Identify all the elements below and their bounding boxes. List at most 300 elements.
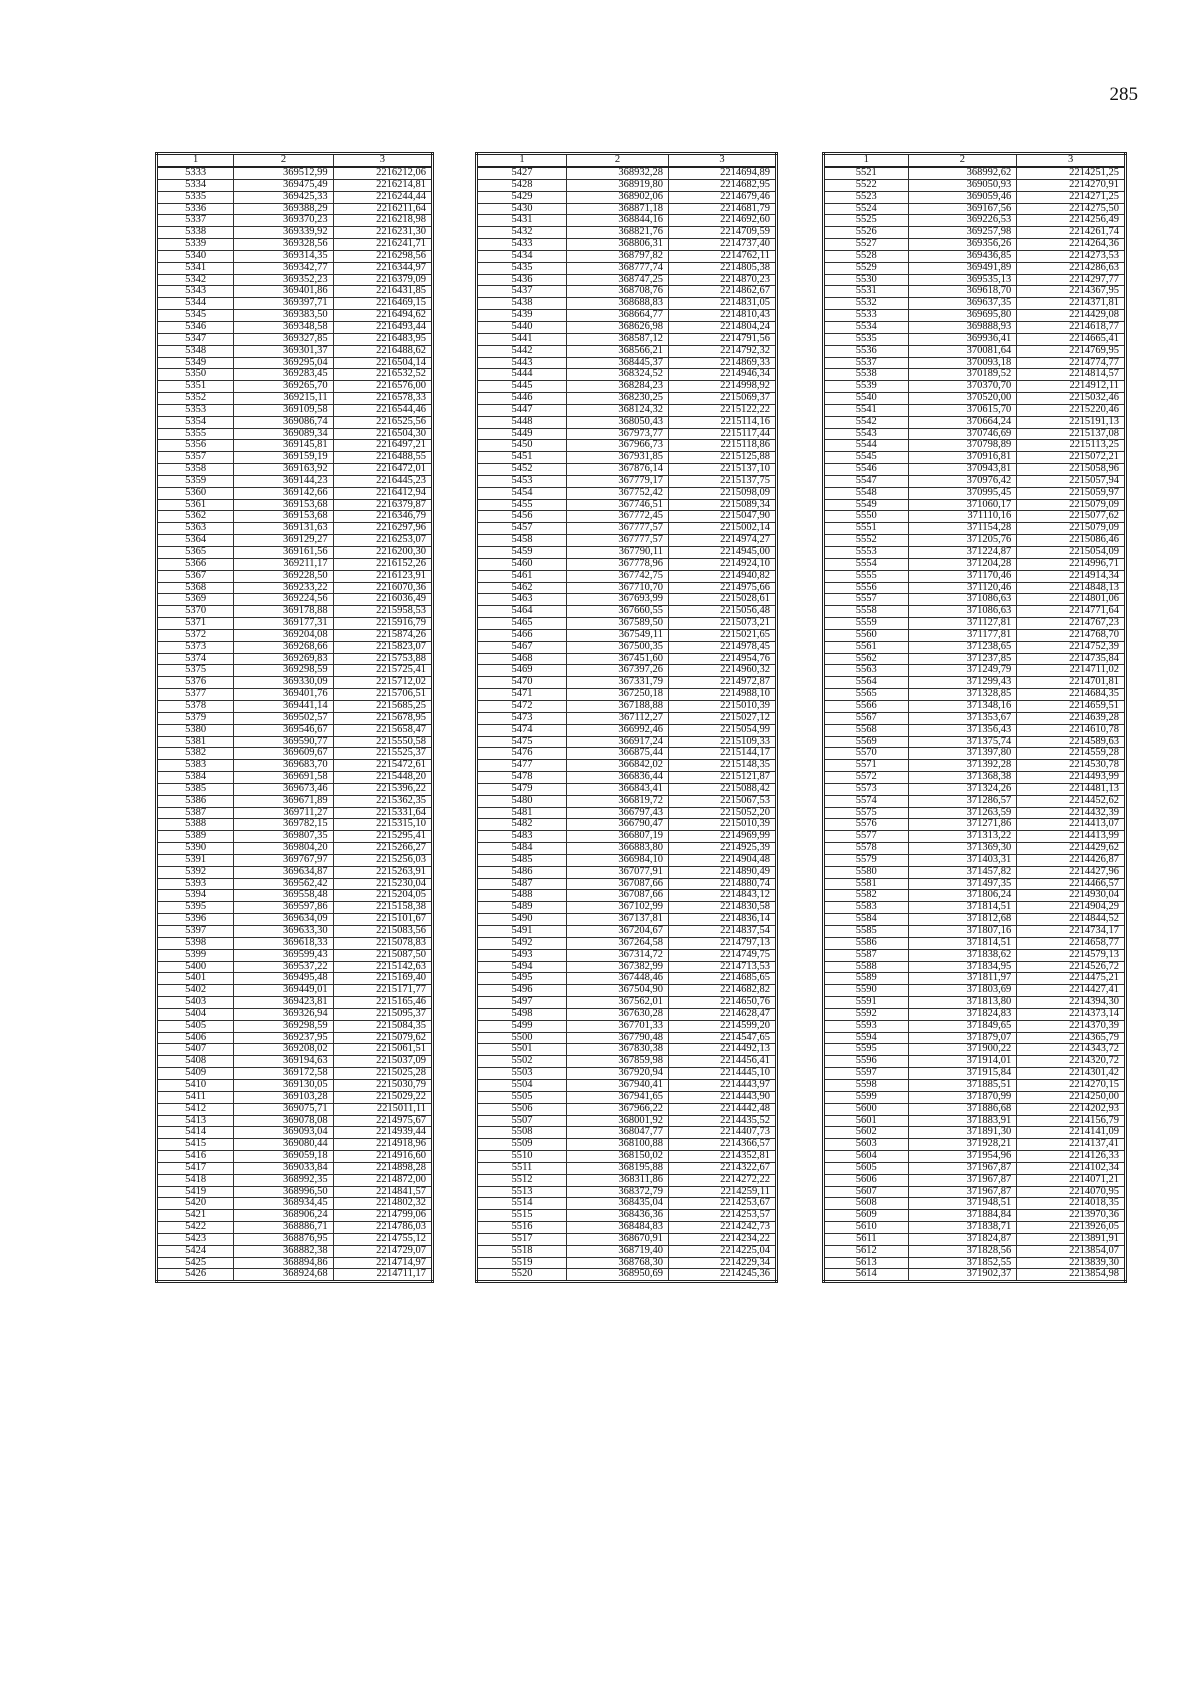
cell-x-coordinate: 368001,92 <box>567 1115 669 1127</box>
table-row <box>824 807 1126 819</box>
cell-point-number: 5464 <box>477 606 567 618</box>
table-row <box>477 1174 777 1186</box>
cell-y-coordinate: 2214253,67 <box>669 1198 777 1210</box>
cell-x-coordinate: 369089,34 <box>234 428 333 440</box>
cell-point-number: 5577 <box>824 831 909 843</box>
cell-y-coordinate: 2216488,62 <box>333 345 432 357</box>
cell-y-coordinate: 2214972,87 <box>669 677 777 689</box>
cell-point-number: 5535 <box>824 333 909 345</box>
cell-x-coordinate: 369348,58 <box>234 321 333 333</box>
cell-y-coordinate: 2214659,51 <box>1017 700 1126 712</box>
cell-point-number: 5418 <box>157 1174 234 1186</box>
table-row <box>157 1032 433 1044</box>
table-row <box>477 985 777 997</box>
cell-x-coordinate: 371900,22 <box>908 1044 1017 1056</box>
cell-x-coordinate: 369086,74 <box>234 416 333 428</box>
cell-point-number: 5558 <box>824 606 909 618</box>
cell-y-coordinate: 2214445,10 <box>669 1068 777 1080</box>
cell-y-coordinate: 2214366,57 <box>669 1139 777 1151</box>
cell-x-coordinate: 369233,22 <box>234 582 333 594</box>
cell-y-coordinate: 2216218,98 <box>333 215 432 227</box>
cell-y-coordinate: 2214843,12 <box>669 890 777 902</box>
cell-x-coordinate: 371824,87 <box>908 1233 1017 1245</box>
table-row <box>477 677 777 689</box>
cell-y-coordinate: 2214628,47 <box>669 1008 777 1020</box>
cell-point-number: 5343 <box>157 286 234 298</box>
cell-x-coordinate: 368195,88 <box>567 1162 669 1174</box>
cell-point-number: 5333 <box>157 167 234 179</box>
cell-x-coordinate: 369711,27 <box>234 807 333 819</box>
cell-x-coordinate: 371086,63 <box>908 606 1017 618</box>
table-row <box>824 961 1126 973</box>
table-row <box>157 1103 433 1115</box>
cell-y-coordinate: 2214916,60 <box>333 1151 432 1163</box>
cell-point-number: 5543 <box>824 428 909 440</box>
cell-point-number: 5591 <box>824 997 909 1009</box>
cell-x-coordinate: 371263,59 <box>908 807 1017 819</box>
cell-y-coordinate: 2214988,10 <box>669 689 777 701</box>
cell-point-number: 5466 <box>477 629 567 641</box>
cell-y-coordinate: 2214253,57 <box>669 1210 777 1222</box>
cell-y-coordinate: 2214493,99 <box>1017 772 1126 784</box>
cell-x-coordinate: 371369,30 <box>908 843 1017 855</box>
cell-point-number: 5511 <box>477 1162 567 1174</box>
cell-point-number: 5428 <box>477 179 567 191</box>
cell-x-coordinate: 367660,55 <box>567 606 669 618</box>
cell-x-coordinate: 368050,43 <box>567 416 669 428</box>
cell-x-coordinate: 371060,17 <box>908 499 1017 511</box>
cell-y-coordinate: 2214749,75 <box>669 949 777 961</box>
cell-point-number: 5609 <box>824 1210 909 1222</box>
cell-x-coordinate: 369327,85 <box>234 333 333 345</box>
table-row <box>477 203 777 215</box>
table-row <box>824 1020 1126 1032</box>
cell-y-coordinate: 2214804,24 <box>669 321 777 333</box>
header-row <box>477 154 777 168</box>
cell-point-number: 5422 <box>157 1222 234 1234</box>
cell-point-number: 5434 <box>477 250 567 262</box>
cell-y-coordinate: 2214264,36 <box>1017 239 1126 251</box>
cell-y-coordinate: 2215295,41 <box>333 831 432 843</box>
cell-x-coordinate: 369352,23 <box>234 274 333 286</box>
table-row <box>824 487 1126 499</box>
table-row <box>157 191 433 203</box>
cell-x-coordinate: 367966,73 <box>567 440 669 452</box>
cell-y-coordinate: 2214709,59 <box>669 227 777 239</box>
table-row <box>824 653 1126 665</box>
cell-x-coordinate: 369301,37 <box>234 345 333 357</box>
table-row <box>477 760 777 772</box>
cell-point-number: 5346 <box>157 321 234 333</box>
table-row <box>824 1008 1126 1020</box>
cell-point-number: 5338 <box>157 227 234 239</box>
cell-y-coordinate: 2216412,94 <box>333 487 432 499</box>
cell-x-coordinate: 371286,57 <box>908 795 1017 807</box>
cell-y-coordinate: 2216445,23 <box>333 475 432 487</box>
cell-y-coordinate: 2215916,79 <box>333 618 432 630</box>
cell-y-coordinate: 2215052,20 <box>669 807 777 819</box>
table-row <box>157 274 433 286</box>
cell-x-coordinate: 366842,02 <box>567 760 669 772</box>
table-row <box>477 712 777 724</box>
cell-x-coordinate: 371328,85 <box>908 689 1017 701</box>
cell-point-number: 5378 <box>157 700 234 712</box>
table-row <box>477 167 777 179</box>
table-row <box>157 511 433 523</box>
cell-y-coordinate: 2214737,40 <box>669 239 777 251</box>
table-row <box>477 890 777 902</box>
table-row <box>157 428 433 440</box>
table-row <box>477 772 777 784</box>
cell-x-coordinate: 369080,44 <box>234 1139 333 1151</box>
cell-y-coordinate: 2215058,96 <box>1017 464 1126 476</box>
cell-y-coordinate: 2214975,67 <box>333 1115 432 1127</box>
cell-y-coordinate: 2214713,53 <box>669 961 777 973</box>
cell-point-number: 5389 <box>157 831 234 843</box>
cell-point-number: 5443 <box>477 357 567 369</box>
cell-x-coordinate: 367264,58 <box>567 937 669 949</box>
cell-point-number: 5339 <box>157 239 234 251</box>
cell-x-coordinate: 367589,50 <box>567 618 669 630</box>
cell-y-coordinate: 2214682,95 <box>669 179 777 191</box>
table-row <box>824 511 1126 523</box>
cell-x-coordinate: 369033,84 <box>234 1162 333 1174</box>
table-row <box>157 1139 433 1151</box>
cell-point-number: 5598 <box>824 1079 909 1091</box>
cell-point-number: 5588 <box>824 961 909 973</box>
table-row <box>824 203 1126 215</box>
cell-y-coordinate: 2215448,20 <box>333 772 432 784</box>
table-row <box>477 1162 777 1174</box>
table-row <box>477 215 777 227</box>
cell-y-coordinate: 2214202,93 <box>1017 1103 1126 1115</box>
cell-y-coordinate: 2215725,41 <box>333 665 432 677</box>
cell-y-coordinate: 2214579,13 <box>1017 949 1126 961</box>
table-row <box>157 1068 433 1080</box>
cell-point-number: 5530 <box>824 274 909 286</box>
cell-point-number: 5341 <box>157 262 234 274</box>
cell-y-coordinate: 2216344,97 <box>333 262 432 274</box>
cell-y-coordinate: 2214343,72 <box>1017 1044 1126 1056</box>
cell-x-coordinate: 366992,46 <box>567 724 669 736</box>
cell-y-coordinate: 2216488,55 <box>333 452 432 464</box>
cell-point-number: 5516 <box>477 1222 567 1234</box>
cell-point-number: 5399 <box>157 949 234 961</box>
table-row <box>477 926 777 938</box>
cell-point-number: 5436 <box>477 274 567 286</box>
cell-y-coordinate: 2216036,49 <box>333 594 432 606</box>
table-row <box>824 926 1126 938</box>
cell-y-coordinate: 2215002,14 <box>669 523 777 535</box>
table-row <box>824 1198 1126 1210</box>
cell-x-coordinate: 369634,09 <box>234 914 333 926</box>
table-row <box>477 1103 777 1115</box>
cell-point-number: 5348 <box>157 345 234 357</box>
table-row <box>824 937 1126 949</box>
table-row <box>824 1162 1126 1174</box>
table-row <box>157 179 433 191</box>
cell-x-coordinate: 366917,24 <box>567 736 669 748</box>
table-row <box>824 854 1126 866</box>
cell-x-coordinate: 369401,76 <box>234 689 333 701</box>
cell-point-number: 5486 <box>477 866 567 878</box>
table-row <box>477 700 777 712</box>
cell-x-coordinate: 367790,48 <box>567 1032 669 1044</box>
cell-y-coordinate: 2214275,50 <box>1017 203 1126 215</box>
table-row <box>824 819 1126 831</box>
table-row <box>824 677 1126 689</box>
cell-y-coordinate: 2215148,35 <box>669 760 777 772</box>
cell-x-coordinate: 367630,28 <box>567 1008 669 1020</box>
table-row <box>824 227 1126 239</box>
cell-y-coordinate: 2215165,46 <box>333 997 432 1009</box>
cell-x-coordinate: 369397,71 <box>234 298 333 310</box>
cell-y-coordinate: 2214618,77 <box>1017 321 1126 333</box>
table-row <box>157 914 433 926</box>
cell-y-coordinate: 2215169,40 <box>333 973 432 985</box>
cell-x-coordinate: 369356,26 <box>908 239 1017 251</box>
column-header-point: 1 <box>824 154 909 168</box>
cell-point-number: 5499 <box>477 1020 567 1032</box>
cell-x-coordinate: 367314,72 <box>567 949 669 961</box>
table-row <box>477 416 777 428</box>
cell-point-number: 5561 <box>824 641 909 653</box>
cell-point-number: 5410 <box>157 1079 234 1091</box>
column-header-point: 1 <box>157 154 234 168</box>
column-header-x: 2 <box>234 154 333 168</box>
table-row <box>477 854 777 866</box>
cell-x-coordinate: 371813,80 <box>908 997 1017 1009</box>
cell-point-number: 5564 <box>824 677 909 689</box>
table-row <box>824 416 1126 428</box>
cell-point-number: 5578 <box>824 843 909 855</box>
table-row <box>824 1056 1126 1068</box>
cell-x-coordinate: 369383,50 <box>234 310 333 322</box>
cell-point-number: 5522 <box>824 179 909 191</box>
cell-x-coordinate: 369634,87 <box>234 866 333 878</box>
cell-point-number: 5572 <box>824 772 909 784</box>
cell-y-coordinate: 2214791,56 <box>669 333 777 345</box>
cell-x-coordinate: 371879,07 <box>908 1032 1017 1044</box>
table-row <box>477 653 777 665</box>
cell-y-coordinate: 2214797,13 <box>669 937 777 949</box>
cell-y-coordinate: 2215028,61 <box>669 594 777 606</box>
cell-y-coordinate: 2214711,17 <box>333 1269 432 1282</box>
cell-x-coordinate: 371205,76 <box>908 535 1017 547</box>
cell-point-number: 5381 <box>157 736 234 748</box>
table-row <box>824 428 1126 440</box>
cell-point-number: 5599 <box>824 1091 909 1103</box>
cell-y-coordinate: 2214848,13 <box>1017 582 1126 594</box>
header-row <box>157 154 433 168</box>
cell-x-coordinate: 370370,70 <box>908 381 1017 393</box>
table-row <box>824 404 1126 416</box>
cell-point-number: 5494 <box>477 961 567 973</box>
table-row <box>477 1186 777 1198</box>
cell-y-coordinate: 2214682,82 <box>669 985 777 997</box>
cell-point-number: 5547 <box>824 475 909 487</box>
cell-y-coordinate: 2214869,33 <box>669 357 777 369</box>
cell-y-coordinate: 2213854,07 <box>1017 1245 1126 1257</box>
cell-x-coordinate: 369597,86 <box>234 902 333 914</box>
table-row <box>157 1091 433 1103</box>
cell-x-coordinate: 367102,99 <box>567 902 669 914</box>
table-row <box>824 760 1126 772</box>
cell-y-coordinate: 2214272,22 <box>669 1174 777 1186</box>
cell-y-coordinate: 2214126,33 <box>1017 1151 1126 1163</box>
cell-y-coordinate: 2216472,01 <box>333 464 432 476</box>
cell-y-coordinate: 2216483,95 <box>333 333 432 345</box>
cell-y-coordinate: 2216578,33 <box>333 393 432 405</box>
table-row <box>477 866 777 878</box>
cell-y-coordinate: 2215098,09 <box>669 487 777 499</box>
cell-point-number: 5380 <box>157 724 234 736</box>
cell-point-number: 5350 <box>157 369 234 381</box>
cell-x-coordinate: 369370,23 <box>234 215 333 227</box>
cell-point-number: 5542 <box>824 416 909 428</box>
cell-x-coordinate: 367931,85 <box>567 452 669 464</box>
cell-x-coordinate: 369109,58 <box>234 404 333 416</box>
cell-point-number: 5439 <box>477 310 567 322</box>
cell-y-coordinate: 2214429,62 <box>1017 843 1126 855</box>
table-row <box>157 641 433 653</box>
cell-y-coordinate: 2214442,48 <box>669 1103 777 1115</box>
cell-x-coordinate: 371967,87 <box>908 1174 1017 1186</box>
table-row <box>477 1198 777 1210</box>
cell-point-number: 5582 <box>824 890 909 902</box>
table-row <box>824 843 1126 855</box>
table-row <box>477 1245 777 1257</box>
table-row <box>157 594 433 606</box>
table-row <box>477 535 777 547</box>
cell-point-number: 5503 <box>477 1068 567 1080</box>
cell-x-coordinate: 368688,83 <box>567 298 669 310</box>
cell-y-coordinate: 2214681,79 <box>669 203 777 215</box>
table-row <box>477 298 777 310</box>
table-row <box>157 890 433 902</box>
cell-y-coordinate: 2214914,34 <box>1017 570 1126 582</box>
cell-y-coordinate: 2215263,91 <box>333 866 432 878</box>
cell-y-coordinate: 2214251,25 <box>1017 167 1126 179</box>
cell-y-coordinate: 2216497,21 <box>333 440 432 452</box>
cell-y-coordinate: 2214413,99 <box>1017 831 1126 843</box>
cell-y-coordinate: 2214373,14 <box>1017 1008 1126 1020</box>
cell-y-coordinate: 2215061,51 <box>333 1044 432 1056</box>
cell-point-number: 5363 <box>157 523 234 535</box>
cell-point-number: 5529 <box>824 262 909 274</box>
cell-point-number: 5406 <box>157 1032 234 1044</box>
cell-y-coordinate: 2216298,56 <box>333 250 432 262</box>
table-row <box>157 831 433 843</box>
cell-x-coordinate: 370664,24 <box>908 416 1017 428</box>
cell-x-coordinate: 370995,45 <box>908 487 1017 499</box>
cell-x-coordinate: 369283,45 <box>234 369 333 381</box>
cell-point-number: 5476 <box>477 748 567 760</box>
table-row <box>824 700 1126 712</box>
table-row <box>157 926 433 938</box>
cell-x-coordinate: 370916,81 <box>908 452 1017 464</box>
cell-y-coordinate: 2214261,74 <box>1017 227 1126 239</box>
cell-y-coordinate: 2215067,53 <box>669 795 777 807</box>
cell-point-number: 5435 <box>477 262 567 274</box>
cell-x-coordinate: 371884,84 <box>908 1210 1017 1222</box>
cell-point-number: 5612 <box>824 1245 909 1257</box>
table-row <box>157 866 433 878</box>
table-row <box>477 807 777 819</box>
cell-y-coordinate: 2214862,67 <box>669 286 777 298</box>
cell-x-coordinate: 369295,04 <box>234 357 333 369</box>
cell-y-coordinate: 2215077,62 <box>1017 511 1126 523</box>
table-row <box>824 452 1126 464</box>
cell-x-coordinate: 371375,74 <box>908 736 1017 748</box>
cell-x-coordinate: 368124,32 <box>567 404 669 416</box>
cell-y-coordinate: 2215073,21 <box>669 618 777 630</box>
table-row <box>477 914 777 926</box>
table-row <box>824 310 1126 322</box>
cell-point-number: 5445 <box>477 381 567 393</box>
table-row <box>824 167 1126 179</box>
cell-y-coordinate: 2215057,94 <box>1017 475 1126 487</box>
table-row <box>477 428 777 440</box>
cell-y-coordinate: 2214427,96 <box>1017 866 1126 878</box>
cell-point-number: 5355 <box>157 428 234 440</box>
cell-x-coordinate: 371356,43 <box>908 724 1017 736</box>
cell-y-coordinate: 2216244,44 <box>333 191 432 203</box>
cell-y-coordinate: 2216212,06 <box>333 167 432 179</box>
table-row <box>157 618 433 630</box>
cell-x-coordinate: 367331,79 <box>567 677 669 689</box>
cell-y-coordinate: 2215362,35 <box>333 795 432 807</box>
cell-x-coordinate: 367188,88 <box>567 700 669 712</box>
cell-y-coordinate: 2215021,65 <box>669 629 777 641</box>
cell-point-number: 5526 <box>824 227 909 239</box>
cell-point-number: 5451 <box>477 452 567 464</box>
cell-point-number: 5485 <box>477 854 567 866</box>
cell-point-number: 5559 <box>824 618 909 630</box>
cell-y-coordinate: 2215109,33 <box>669 736 777 748</box>
table-row <box>824 629 1126 641</box>
cell-point-number: 5424 <box>157 1245 234 1257</box>
cell-x-coordinate: 367777,57 <box>567 523 669 535</box>
cell-y-coordinate: 2215095,37 <box>333 1008 432 1020</box>
cell-x-coordinate: 369328,56 <box>234 239 333 251</box>
cell-x-coordinate: 368047,77 <box>567 1127 669 1139</box>
cell-point-number: 5336 <box>157 203 234 215</box>
table-row <box>157 1210 433 1222</box>
cell-point-number: 5390 <box>157 843 234 855</box>
table-row <box>824 393 1126 405</box>
cell-y-coordinate: 2216253,07 <box>333 535 432 547</box>
cell-x-coordinate: 369449,01 <box>234 985 333 997</box>
cell-x-coordinate: 369161,56 <box>234 547 333 559</box>
cell-y-coordinate: 2214370,39 <box>1017 1020 1126 1032</box>
cell-point-number: 5613 <box>824 1257 909 1269</box>
cell-x-coordinate: 367940,41 <box>567 1079 669 1091</box>
table-row <box>824 831 1126 843</box>
cell-point-number: 5557 <box>824 594 909 606</box>
table-row <box>477 902 777 914</box>
table-row <box>157 1115 433 1127</box>
cell-x-coordinate: 367710,70 <box>567 582 669 594</box>
table-row <box>477 783 777 795</box>
cell-y-coordinate: 2215114,16 <box>669 416 777 428</box>
cell-y-coordinate: 2215118,86 <box>669 440 777 452</box>
cell-x-coordinate: 369153,68 <box>234 499 333 511</box>
cell-x-coordinate: 370615,70 <box>908 404 1017 416</box>
table-row <box>824 689 1126 701</box>
cell-point-number: 5520 <box>477 1269 567 1282</box>
cell-y-coordinate: 2214996,71 <box>1017 558 1126 570</box>
